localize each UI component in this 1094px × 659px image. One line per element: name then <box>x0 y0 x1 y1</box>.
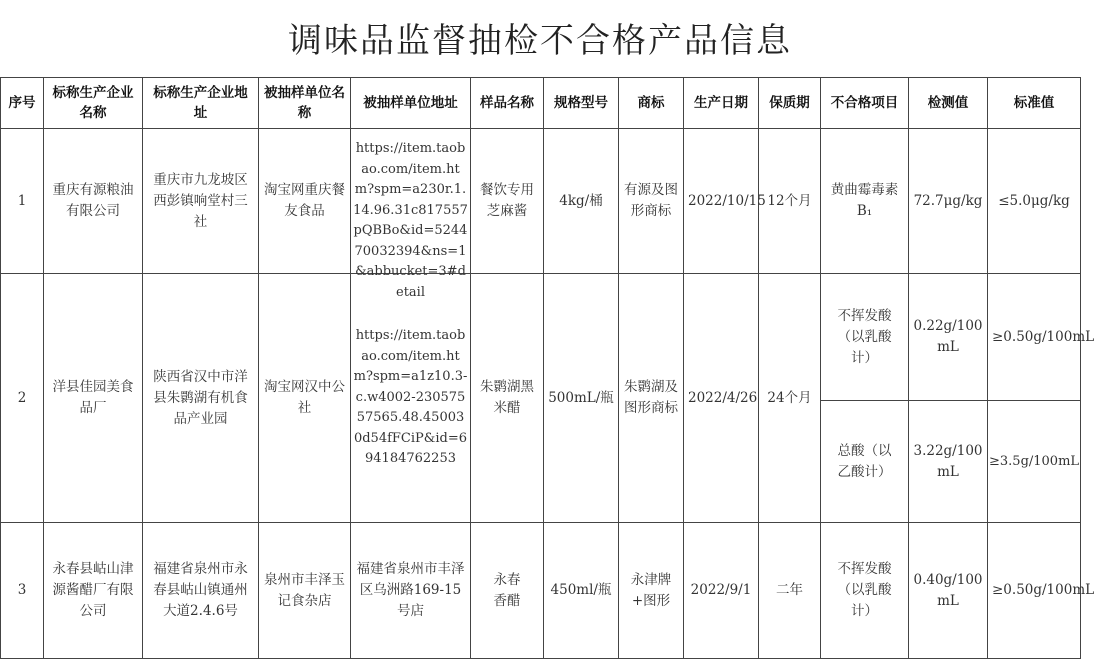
sample-name: 永春香醋 <box>471 523 544 659</box>
sampled-unit-address <box>351 129 471 300</box>
manufacturer-address: 福建省泉州市永春县岵山镇通州大道2.4.6号 <box>143 523 259 659</box>
shelf-life: 12个月 <box>759 129 821 274</box>
sampled-unit-address: 福建省泉州市丰泽区乌洲路169-15号店 <box>351 523 471 659</box>
table-row <box>1 523 1081 659</box>
sampled-unit-name: 淘宝网重庆餐友食品 <box>259 129 351 274</box>
header-cell: 标称生产企业名称 <box>44 78 143 129</box>
header-cell: 标准值 <box>988 78 1081 129</box>
spec: 4kg/桶 <box>544 129 619 274</box>
header-cell: 样品名称 <box>471 78 544 129</box>
trademark: 朱鹮湖及图形商标 <box>619 274 684 523</box>
nonconforming-item: 黄曲霉毒素B₁ <box>821 129 909 274</box>
row-number: 2 <box>1 274 44 523</box>
shelf-life: 24个月 <box>759 274 821 523</box>
measured-value: 0.40g/100mL <box>909 523 988 659</box>
manufacturer-address: 陕西省汉中市洋县朱鹮湖有机食品产业园 <box>143 274 259 523</box>
header-cell: 规格型号 <box>544 78 619 129</box>
header-cell: 不合格项目 <box>821 78 909 129</box>
manufacturer-name: 永春县岵山津源酱醋厂有限公司 <box>44 523 143 659</box>
spec: 500mL/瓶 <box>544 274 619 523</box>
nonconforming-item: 不挥发酸（以乳酸计） <box>821 523 909 659</box>
header-cell: 生产日期 <box>684 78 759 129</box>
standard-value: ≥0.50g/100mL <box>988 274 1081 401</box>
header-cell: 检测值 <box>909 78 988 129</box>
nonconforming-products-table <box>0 77 1094 659</box>
trademark: 永津牌+图形 <box>619 523 684 659</box>
row-number: 3 <box>1 523 44 659</box>
measured-value: 72.7μg/kg <box>909 129 988 274</box>
measured-value: 3.22g/100mL <box>909 401 988 523</box>
sample-name: 朱鹮湖黑米醋 <box>471 274 544 523</box>
header-cell: 商标 <box>619 78 684 129</box>
standard-value: ≤5.0μg/kg <box>988 129 1081 274</box>
production-date: 2022/10/15 <box>684 129 759 274</box>
standard-value: ≥0.50g/100mL <box>988 523 1081 659</box>
manufacturer-name: 洋县佳园美食品厂 <box>44 274 143 523</box>
sampled-unit-address: https://item.taobao.com/item.htm?spm=a1z10.3-c.w4002-23057557565.48.450030d54fFCiP&id=694184762253 <box>351 274 471 523</box>
nonconforming-item: 不挥发酸（以乳酸计） <box>821 274 909 401</box>
nonconforming-item: 总酸（以乙酸计） <box>821 401 909 523</box>
production-date: 2022/4/26 <box>684 274 759 523</box>
header-cell: 被抽样单位名称 <box>259 78 351 129</box>
header-cell: 被抽样单位地址 <box>351 78 471 129</box>
page-title: 调味品监督抽检不合格产品信息 <box>288 21 792 61</box>
standard-value: ≥3.5g/100mL <box>988 401 1081 523</box>
production-date: 2022/9/1 <box>684 523 759 659</box>
table-row <box>1 129 1081 274</box>
sampled-unit-url: https://item.taobao.com/item.htm?spm=a230r.1.14.96.31c817557pQBBo&id=524470032394&ns=1&abbucket=3#detail <box>353 141 468 300</box>
row-number: 1 <box>1 129 44 274</box>
table-header-row <box>1 78 1081 129</box>
sampled-unit-name: 泉州市丰泽玉记食杂店 <box>259 523 351 659</box>
sample-name: 餐饮专用芝麻酱 <box>471 129 544 274</box>
trademark: 有源及图形商标 <box>619 129 684 274</box>
table-row <box>1 274 1081 401</box>
header-cell: 序号 <box>1 78 44 129</box>
header-cell: 标称生产企业地址 <box>143 78 259 129</box>
shelf-life: 二年 <box>759 523 821 659</box>
manufacturer-name: 重庆有源粮油有限公司 <box>44 129 143 274</box>
measured-value: 0.22g/100mL <box>909 274 988 401</box>
sampled-unit-name: 淘宝网汉中公社 <box>259 274 351 523</box>
header-cell: 保质期 <box>759 78 821 129</box>
spec: 450ml/瓶 <box>544 523 619 659</box>
manufacturer-address: 重庆市九龙坡区西彭镇响堂村三社 <box>143 129 259 274</box>
